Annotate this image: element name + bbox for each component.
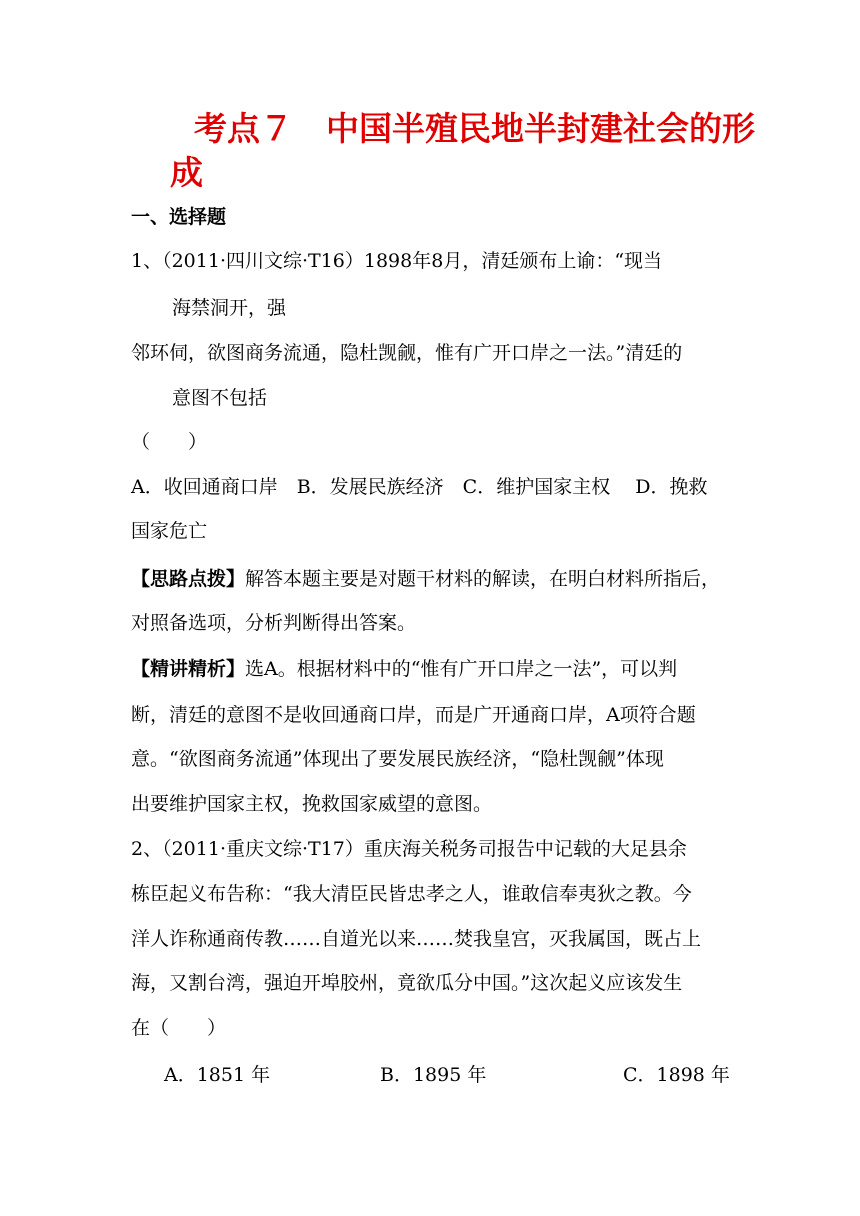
hint-text: 解答本题主要是对题干材料的解读，在明白材料所指后，	[245, 568, 721, 590]
page-title	[170, 107, 770, 195]
analysis-text: 选A。根据材料中的“惟有广开口岸之一法”，可以判	[245, 658, 678, 680]
title-line-1: 考点７ 中国半殖民地半封建社会的形	[194, 109, 755, 148]
q2-option-b: B．1895 年	[380, 1064, 487, 1086]
q1-hint	[131, 566, 729, 592]
q1-stem-line: 邻环伺，欲图商务流通，隐杜觊觎，惟有广开口岸之一法。”清廷的	[131, 342, 683, 364]
analysis-tag: 【精讲精析】	[131, 658, 246, 680]
q1-options-line: A．收回通商口岸 B．发展民族经济 C．维护国家主权 D．挽救	[131, 476, 708, 498]
q2-option-a: A．1851 年	[164, 1064, 271, 1086]
q1-analysis-line: 出要维护国家主权，挽救国家威望的意图。	[131, 793, 493, 815]
hint-tag: 【思路点拨】	[131, 568, 246, 590]
q1-analysis	[131, 656, 729, 682]
q2-stem-line: 在（ ）	[131, 1017, 227, 1039]
q1-stem-line: 1、（2011·四川文综·T16）1898年8月，清廷颁布上谕：“现当	[131, 250, 663, 272]
section-heading: 一、选择题	[131, 206, 227, 228]
q2-option-c: C．1898 年	[623, 1064, 730, 1086]
q1-options-line: 国家危亡	[131, 520, 208, 542]
q1-analysis-line: 断，清廷的意图不是收回通商口岸，而是广开通商口岸，A项符合题	[131, 704, 696, 726]
q1-answer-bracket: （ ）	[131, 431, 208, 453]
q2-stem-line: 洋人诈称通商传教……自道光以来……焚我皇宫，灭我属国，既占上	[131, 928, 702, 950]
q1-stem-line: 海禁洞开，强	[172, 297, 287, 319]
q2-stem-line: 2、（2011·重庆文综·T17）重庆海关税务司报告中记载的大足县余	[131, 838, 687, 860]
q2-stem-line: 栋臣起义布告称：“我大清臣民皆忠孝之人，谁敢信奉夷狄之教。今	[131, 883, 692, 905]
q1-hint-line: 对照备选项，分析判断得出答案。	[131, 612, 417, 634]
q1-analysis-line: 意。“欲图商务流通”体现出了要发展民族经济，“隐杜觊觎”体现	[131, 748, 664, 770]
title-line-2: 成	[170, 153, 203, 192]
q2-stem-line: 海，又割台湾，强迫开埠胶州，竟欲瓜分中国。”这次起义应该发生	[131, 972, 683, 994]
q1-stem-line: 意图不包括	[172, 387, 268, 409]
